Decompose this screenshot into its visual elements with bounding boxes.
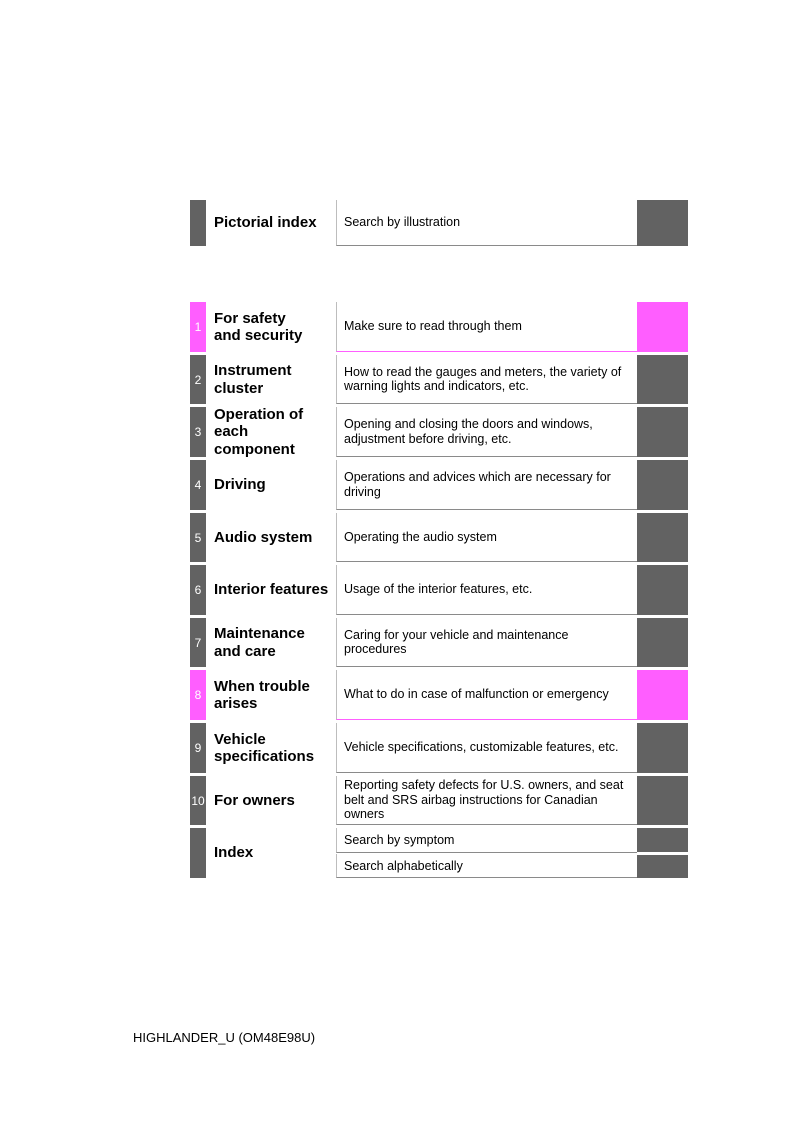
section-title: For owners (214, 791, 295, 809)
toc-row-section-5[interactable] (190, 513, 688, 562)
section-number-tab: 10 (190, 776, 206, 825)
thumb-index-tab (637, 828, 688, 852)
thumb-index-tab (637, 670, 688, 720)
section-number-tab (190, 828, 206, 878)
section-number-tab: 9 (190, 723, 206, 773)
section-description: Usage of the interior features, etc. (336, 565, 637, 615)
toc-row-section-3[interactable] (190, 407, 688, 457)
thumb-index-tab (637, 723, 688, 773)
toc-row-section-7[interactable] (190, 618, 688, 667)
section-title: For safety and security (214, 309, 303, 344)
section-title: Pictorial index (214, 214, 317, 232)
toc-row-section-4[interactable] (190, 460, 688, 510)
model-code-footer: HIGHLANDER_U (OM48E98U) (133, 1030, 316, 1045)
section-description: Reporting safety defects for U.S. owners, and seat belt and SRS airbag instructions for Canadian owners (336, 776, 637, 825)
toc-row-section-2[interactable] (190, 355, 688, 404)
thumb-index-tab (637, 302, 688, 352)
toc-row-section-1[interactable] (190, 302, 688, 352)
thumb-index-tab (637, 355, 688, 404)
section-title: Vehicle specifications (214, 730, 315, 765)
index-search-alphabetically-link[interactable]: Search alphabetically (336, 854, 637, 878)
section-number-tab: 2 (190, 355, 206, 404)
section-title: Maintenance and care (214, 625, 305, 660)
thumb-index-tab (637, 513, 688, 562)
section-number-tab: 3 (190, 407, 206, 457)
section-number-tab (190, 200, 206, 246)
thumb-index-tab (637, 407, 688, 457)
section-description: Search by illustration (336, 200, 637, 246)
section-number-tab: 6 (190, 565, 206, 615)
section-description: What to do in case of malfunction or emergency (336, 670, 637, 720)
section-number-tab: 5 (190, 513, 206, 562)
thumb-index-tab (637, 618, 688, 667)
section-title: Audio system (214, 528, 313, 546)
section-description: Caring for your vehicle and maintenance procedures (336, 618, 637, 667)
toc-row-section-8[interactable] (190, 670, 688, 720)
section-description: Vehicle specifications, customizable features, etc. (336, 723, 637, 773)
thumb-index-tab (637, 776, 688, 825)
toc-row-pictorial-index[interactable] (190, 200, 688, 246)
section-description: Opening and closing the doors and windows, adjustment before driving, etc. (336, 407, 637, 457)
thumb-index-tab (637, 855, 688, 878)
section-number-tab: 8 (190, 670, 206, 720)
section-title: Driving (214, 476, 266, 494)
toc-row-section-9[interactable] (190, 723, 688, 773)
toc-row-section-10[interactable] (190, 776, 688, 825)
section-title: When trouble arises (214, 677, 310, 712)
section-title: Operation of each component (214, 405, 304, 458)
section-number-tab: 4 (190, 460, 206, 510)
toc-row-index (190, 828, 688, 878)
index-search-by-symptom-link[interactable]: Search by symptom (336, 828, 637, 853)
section-title: Interior features (214, 581, 329, 599)
section-title: Instrument cluster (214, 362, 292, 397)
thumb-index-tab (637, 200, 688, 246)
thumb-index-tab (637, 565, 688, 615)
section-number-tab: 1 (190, 302, 206, 352)
section-number-tab: 7 (190, 618, 206, 667)
section-description: How to read the gauges and meters, the variety of warning lights and indicators, etc. (336, 355, 637, 404)
thumb-index-tab (637, 460, 688, 510)
section-description: Operating the audio system (336, 513, 637, 562)
toc-row-section-6[interactable] (190, 565, 688, 615)
section-description: Make sure to read through them (336, 302, 637, 352)
section-title: Index (214, 844, 254, 862)
section-description: Operations and advices which are necessary for driving (336, 460, 637, 510)
